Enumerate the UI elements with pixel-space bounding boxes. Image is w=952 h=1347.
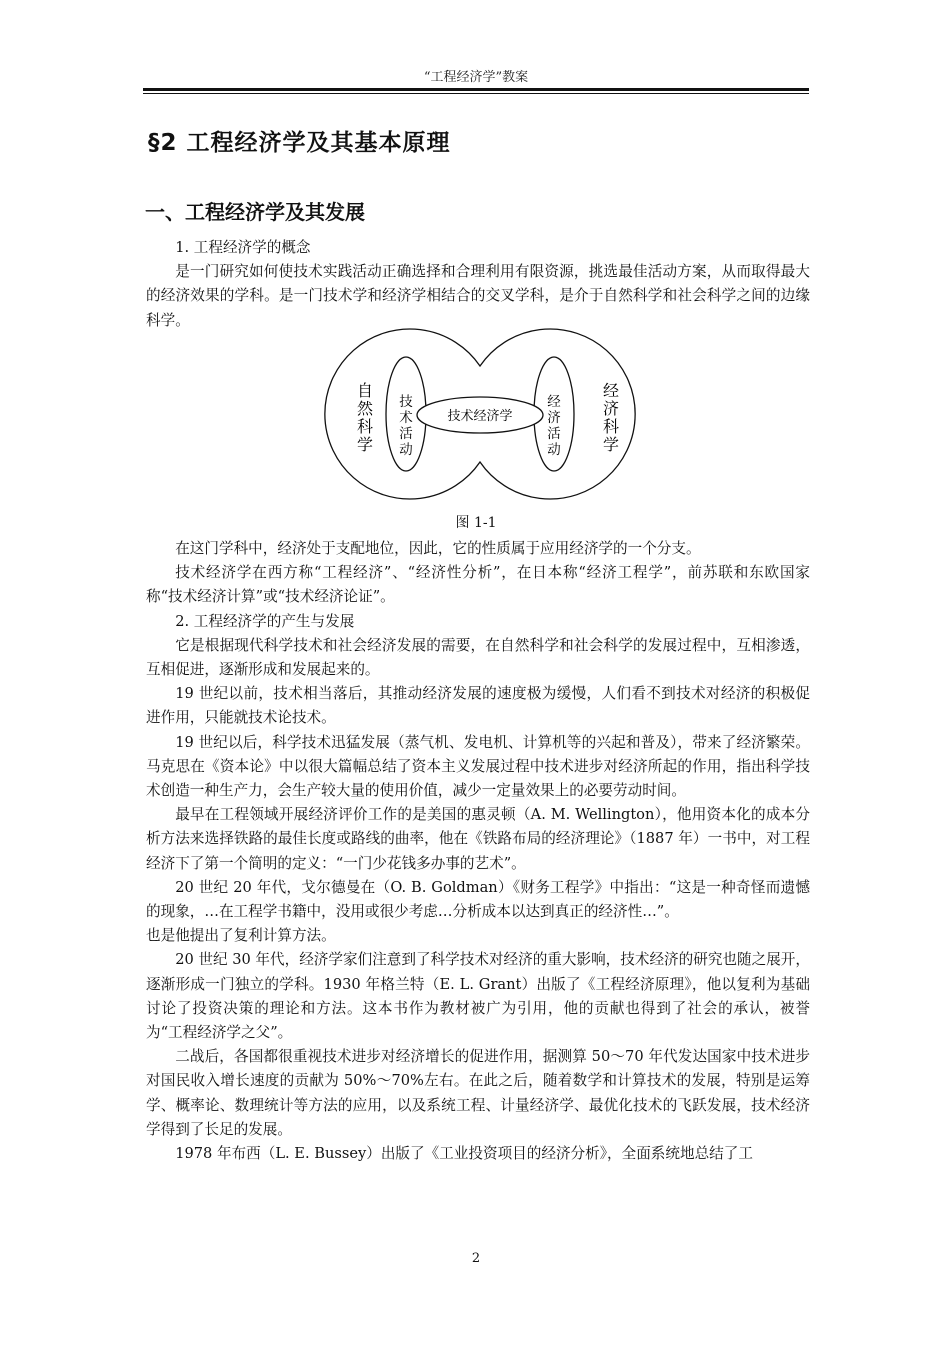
paragraph-10: 二战后，各国都很重视技术进步对经济增长的促进作用，据测算 50～70 年代发达国家中技术进步对国民收入增长速度的贡献为 50%～70%左右。在此之后，随着数学和计算技术的发展，特别是运筹学、概率论、数理统计等方法的应用，以及系统工程、计量经济学、最优化技术的飞跃发展，技术经济学得到了长足的发展。 [146,1048,810,1138]
left-inner-label: 技术活动 [399,394,413,458]
item-1-heading: 1. 工程经济学的概念 [175,239,311,256]
paragraph-8: 20 世纪 20 年代，戈尔德曼在（O. B. Goldman）《财务工程学》中指出：“这是一种奇怪而遗憾的现象，…在工程学书籍中，没用或很少考虑…分析成本以达到真正的经济性…”。 [146,878,810,921]
venn-diagram [312,328,642,508]
paragraph-6: 19 世纪以后，科学技术迅猛发展（蒸气机、发电机、计算机等的兴起和普及），带来了经济繁荣。马克思在《资本论》中以很大篇幅总结了资本主义发展过程中技术进步对经济所起的作用，指出科学技术创造一种生产力，会生产较大量的使用价值，减少一定量效果上的必要劳动时间。 [146,733,810,800]
paragraph-3: 技术经济学在西方称“工程经济”、“经济性分析”，在日本称“经济工程学”，前苏联和东欧国家称“技术经济计算”或“技术经济论证”。 [146,564,810,606]
header-rule-thick [143,88,809,91]
paragraph-5: 19 世纪以前，技术相当落后，其推动经济发展的速度极为缓慢，人们看不到技术对经济的积极促进作用，只能就技术论技术。 [146,685,810,727]
body-block [146,537,810,1166]
center-label: 技术经济学 [447,409,513,424]
section-title: §2 工程经济学及其基本原理 [148,130,451,156]
running-header: “工程经济学”教案 [423,70,529,85]
intro-block [146,236,810,333]
page-number: 2 [471,1251,481,1266]
paragraph-1: 是一门研究如何使技术实践活动正确选择和合理利用有限资源，挑选最佳活动方案，从而取得最大的经济效果的学科。是一门技术学和经济学相结合的交叉学科，是介于自然科学和社会科学之间的边缘科学。 [146,263,810,329]
paragraph-7: 最早在工程领域开展经济评价工作的是美国的惠灵顿（A. M. Wellington），他用资本化的成本分析方法来选择铁路的最佳长度或路线的曲率，他在《铁路布局的经济理论》（1887 年）一书中，对工程经济下了第一个简明的定义：“一门少花钱多办事的艺术”。 [146,806,810,872]
paragraph-4: 它是根据现代科学技术和社会经济发展的需要，在自然科学和社会科学的发展过程中，互相渗透，互相促进，逐渐形成和发展起来的。 [146,636,810,679]
paragraph-8-continued: 也是他提出了复利计算方法。 [146,927,336,945]
paragraph-9: 20 世纪 30 年代，经济学家们注意到了科学技术对经济的重大影响，技术经济的研究也随之展开，逐渐形成一门独立的学科。1930 年格兰特（E. L. Grant）出版了《工程经济原理》，他以复利为基础讨论了投资决策的理论和方法。这本书作为教材被广为引用，他的贡献也得到了社会的承认，被誉为“工程经济学之父”。 [146,951,810,1042]
subsection-title: 一、工程经济学及其发展 [145,200,365,224]
header-rule-thin [143,93,809,94]
figure-caption: 图 1-1 [455,515,497,531]
figure-1-1 [312,328,642,512]
paragraph-2: 在这门学科中，经济处于支配地位，因此，它的性质属于应用经济学的一个分支。 [175,540,701,557]
right-inner-label: 经济活动 [547,394,561,458]
right-outer-label: 经济科学 [602,381,620,454]
item-2-heading: 2. 工程经济学的产生与发展 [175,612,355,630]
paragraph-11: 1978 年布西（L. E. Bussey）出版了《工业投资项目的经济分析》，全面系统地总结了工 [175,1145,753,1163]
left-outer-label: 自然科学 [356,381,374,454]
